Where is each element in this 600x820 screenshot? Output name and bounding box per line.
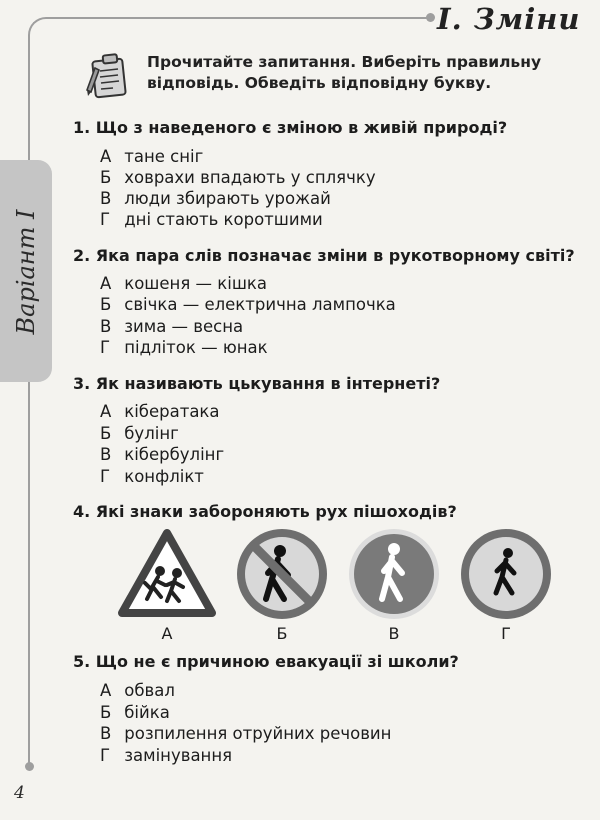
option-letter: Г — [100, 210, 111, 229]
option-letter: Б — [100, 295, 112, 314]
option-text: булінг — [124, 424, 179, 443]
question-5: 5. Що не є причиною евакуації зі школи? — [73, 652, 459, 671]
answer-option[interactable] — [100, 681, 175, 700]
frame-dot-top — [426, 13, 435, 22]
answer-option[interactable] — [100, 724, 391, 743]
option-text: конфлікт — [124, 467, 204, 486]
option-letter: Б — [100, 168, 112, 187]
option-text: розпилення отруйних речовин — [124, 724, 392, 743]
option-letter: Б — [100, 703, 112, 722]
answer-option[interactable] — [100, 189, 331, 208]
option-letter: А — [100, 681, 112, 700]
answer-option[interactable] — [100, 402, 220, 421]
answer-option[interactable] — [100, 445, 224, 464]
option-letter: Б — [100, 424, 112, 443]
answer-option[interactable] — [100, 338, 268, 357]
answer-option[interactable] — [100, 210, 323, 229]
section-title: І. Зміни — [437, 2, 581, 36]
answer-option[interactable] — [100, 703, 170, 722]
question-1: 1. Що з наведеного є зміною в живій природі? — [73, 118, 508, 137]
question-2: 2. Яка пара слів позначає зміни в рукотворному світі? — [73, 246, 575, 265]
option-text: кібербулінг — [124, 445, 225, 464]
option-letter: Г — [100, 338, 111, 357]
option-text: бійка — [124, 703, 170, 722]
sign-label: Г — [501, 624, 511, 643]
instruction-text: Прочитайте запитання. Виберіть правильну відповідь. Обведіть відповідну букву. — [147, 53, 542, 92]
option-letter: А — [100, 402, 112, 421]
answer-option[interactable] — [100, 295, 396, 314]
option-letter: Г — [100, 467, 111, 486]
answer-option[interactable] — [100, 467, 204, 486]
sign-label: А — [161, 624, 173, 643]
no-pedestrians-sign-icon[interactable] — [232, 527, 332, 621]
option-letter: Г — [100, 746, 111, 765]
option-letter: В — [100, 724, 112, 743]
option-text: підліток — юнак — [124, 338, 268, 357]
page-number: 4 — [14, 783, 25, 803]
option-letter: А — [100, 274, 112, 293]
option-letter: В — [100, 445, 112, 464]
pedestrian-path-sign-icon[interactable] — [344, 527, 444, 621]
answer-option[interactable] — [100, 424, 179, 443]
answer-option[interactable] — [100, 746, 232, 765]
answer-option[interactable] — [100, 147, 203, 166]
variant-tab — [0, 160, 52, 382]
option-letter: В — [100, 317, 112, 336]
page-frame-left — [28, 38, 30, 770]
option-text: свічка — електрична лампочка — [124, 295, 396, 314]
answer-option[interactable] — [100, 168, 376, 187]
option-text: обвал — [124, 681, 175, 700]
variant-label: Варіант І — [12, 209, 40, 335]
option-text: дні стають коротшими — [124, 210, 323, 229]
sign-label: В — [388, 624, 400, 643]
question-4: 4. Які знаки забороняють рух пішоходів? — [73, 502, 457, 521]
page-frame-top — [28, 17, 432, 41]
option-letter: А — [100, 147, 112, 166]
frame-dot-bottom — [25, 762, 34, 771]
sign-label: Б — [276, 624, 288, 643]
option-text: зима — весна — [124, 317, 244, 336]
notepad-pencil-icon — [83, 50, 133, 102]
option-text: люди збирають урожай — [124, 189, 331, 208]
option-letter: В — [100, 189, 112, 208]
option-text: замінування — [124, 746, 233, 765]
children-crossing-warning-sign-icon[interactable] — [117, 527, 217, 621]
answer-option[interactable] — [100, 274, 267, 293]
answer-option[interactable] — [100, 317, 243, 336]
option-text: тане сніг — [124, 147, 204, 166]
option-text: кошеня — кішка — [124, 274, 267, 293]
question-3: 3. Як називають цькування в інтернеті? — [73, 374, 441, 393]
option-text: ховрахи впадають у сплячку — [124, 168, 376, 187]
pedestrian-walking-sign-icon[interactable] — [456, 527, 556, 621]
option-text: кібератака — [124, 402, 220, 421]
